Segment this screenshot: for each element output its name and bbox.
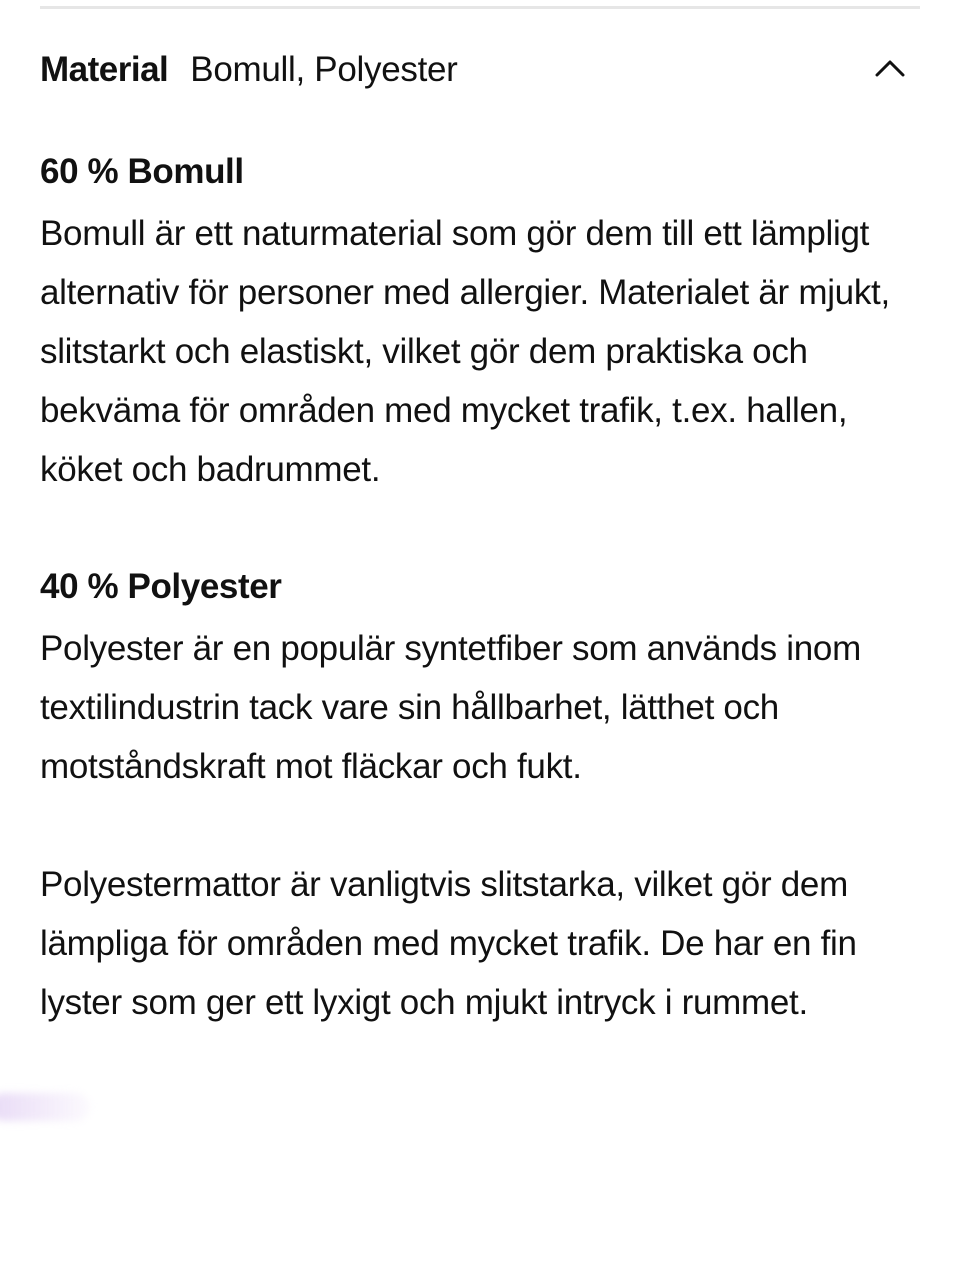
section-paragraph: Bomull är ett naturmaterial som gör dem till ett lämpligt alternativ för personer med allergier. Materialet är mjukt, slitstarkt och elastiskt, vilket gör dem praktiska och bekväma för områden med mycket trafik, t.ex. hallen, köket och badrummet. [40,214,890,489]
accordion-value: Bomull, Polyester [190,50,458,89]
accordion-label: Material [40,50,169,89]
section-heading: 40 % Polyester [40,567,282,606]
section-cotton [40,144,920,499]
section-polyester [40,559,920,1032]
section-heading: 60 % Bomull [40,152,244,191]
chevron-up-icon[interactable] [874,56,906,80]
screen-smudge [0,1093,90,1121]
material-accordion-toggle[interactable] [40,40,920,100]
section-paragraph: Polyester är en populär syntetfiber som används inom textilindustrin tack vare sin hållbarhet, lätthet och motståndskraft mot fläckar och fukt. [40,629,861,786]
accordion-content [40,144,920,1032]
top-divider [40,6,920,9]
section-paragraph: Polyestermattor är vanligtvis slitstarka, vilket gör dem lämpliga för områden med mycket trafik. De har en fin lyster som ger ett lyxigt och mjukt intryck i rummet. [40,865,857,1022]
